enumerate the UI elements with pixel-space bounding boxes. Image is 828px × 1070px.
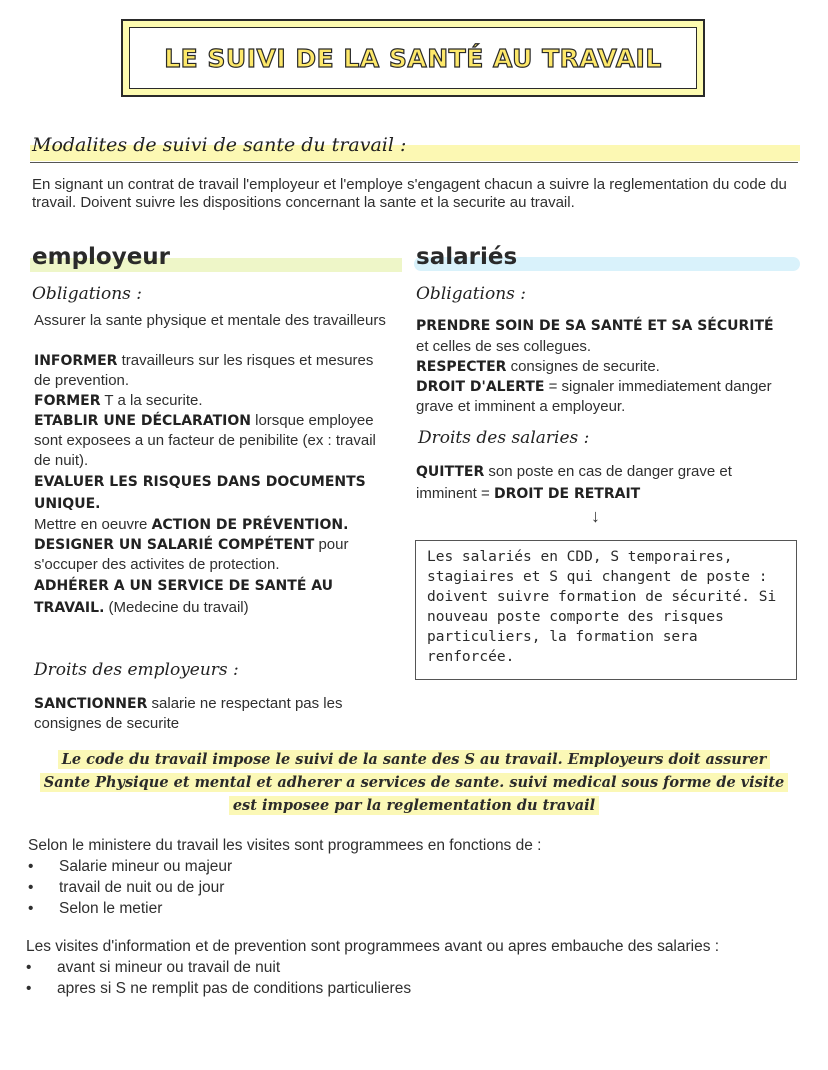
obligation-prendre-soin-detail: et celles de ses collegues. [416,338,592,355]
title-box [121,19,705,97]
ministere-section [28,835,808,919]
list-item: • Salarie mineur ou majeur [28,856,808,877]
salaries-obligations-heading: Obligations : [416,284,527,304]
obligation-adherer: ADHÉRER A UN SERVICE DE SANTÉ AU TRAVAIL. (Medecine du travail) [34,578,334,616]
obligation-designer: DESIGNER UN SALARIÉ COMPÉTENT pour s'occuper des activites de protection. [34,536,349,573]
obligation-alerte: DROIT D'ALERTE = signaler immediatement danger grave et imminent a employeur. [416,378,772,415]
formation-note-box [415,540,797,680]
visites-list [26,957,798,999]
summary-highlight [36,748,792,817]
employeur-droit-sanctionner: SANCTIONNER salarie ne respectant pas les consignes de securite [34,695,343,732]
section-divider [30,162,798,163]
summary-text: Le code du travail impose le suivi de la sante des S au travail. Employeurs doit assurer Sante Physique et mental et adherer a services de sante. suivi medical sous forme de visite est imposee par la reglementation du travail [40,750,789,815]
section-heading: Modalites de suivi de sante du travail : [32,134,407,156]
list-item: • Selon le metier [28,898,808,919]
list-item: • travail de nuit ou de jour [28,877,808,898]
ministere-intro: Selon le ministere du travail les visites sont programmees en fonctions de : [28,837,542,854]
formation-note-text: Les salariés en CDD, S temporaires, stagiaires et S qui changent de poste : doivent suivre formation de sécurité. Si nouveau poste comporte des risques particuliers, la formation sera renforcée. [427,549,777,665]
salaries-obligations-list [416,315,796,417]
salaries-droits-heading: Droits des salaries : [418,428,590,448]
obligation-former: FORMER T a la securite. [34,392,203,409]
obligation-evaluer: EVALUER LES RISQUES DANS DOCUMENTS UNIQUE. [34,474,366,512]
arrow-down-icon: ↓ [591,506,600,526]
intro-paragraph: En signant un contrat de travail l'employeur et l'employe s'engagent chacun a suivre la reglementation du code du travail. Doivent suivre les dispositions concernant la sante et la securite au travail. [32,176,787,211]
obligation-assurer: Assurer la sante physique et mentale des travailleurs [34,312,386,329]
employeur-obligations-list [34,311,389,619]
salaries-heading: salariés [416,244,518,270]
ministere-list [28,856,808,919]
obligation-action: Mettre en oeuvre ACTION DE PRÉVENTION. [34,516,349,533]
salaries-droit-quitter: QUITTER son poste en cas de danger grave et imminent = DROIT DE RETRAIT [416,463,732,502]
employeur-droits-heading: Droits des employeurs : [34,660,239,680]
title-inner-frame [129,27,697,89]
page-title: LE SUIVI DE LA SANTÉ AU TRAVAIL [164,43,662,73]
employeur-obligations-heading: Obligations : [32,284,143,304]
list-item: • apres si S ne remplit pas de conditions particulieres [26,978,798,999]
list-item: • avant si mineur ou travail de nuit [26,957,798,978]
visites-section [26,937,798,999]
obligation-etablir: ETABLIR UNE DÉCLARATION lorsque employee sont exposees a un facteur de penibilite (ex : travail de nuit). [34,412,376,469]
employeur-heading: employeur [32,244,171,270]
obligation-informer: INFORMER travailleurs sur les risques et mesures de prevention. [34,352,374,389]
obligation-prendre-soin: PRENDRE SOIN DE SA SANTÉ ET SA SÉCURITÉ [416,318,774,334]
obligation-respecter: RESPECTER consignes de securite. [416,358,660,375]
visites-intro: Les visites d'information et de prevention sont programmees avant ou apres embauche des salaries : [26,938,720,955]
